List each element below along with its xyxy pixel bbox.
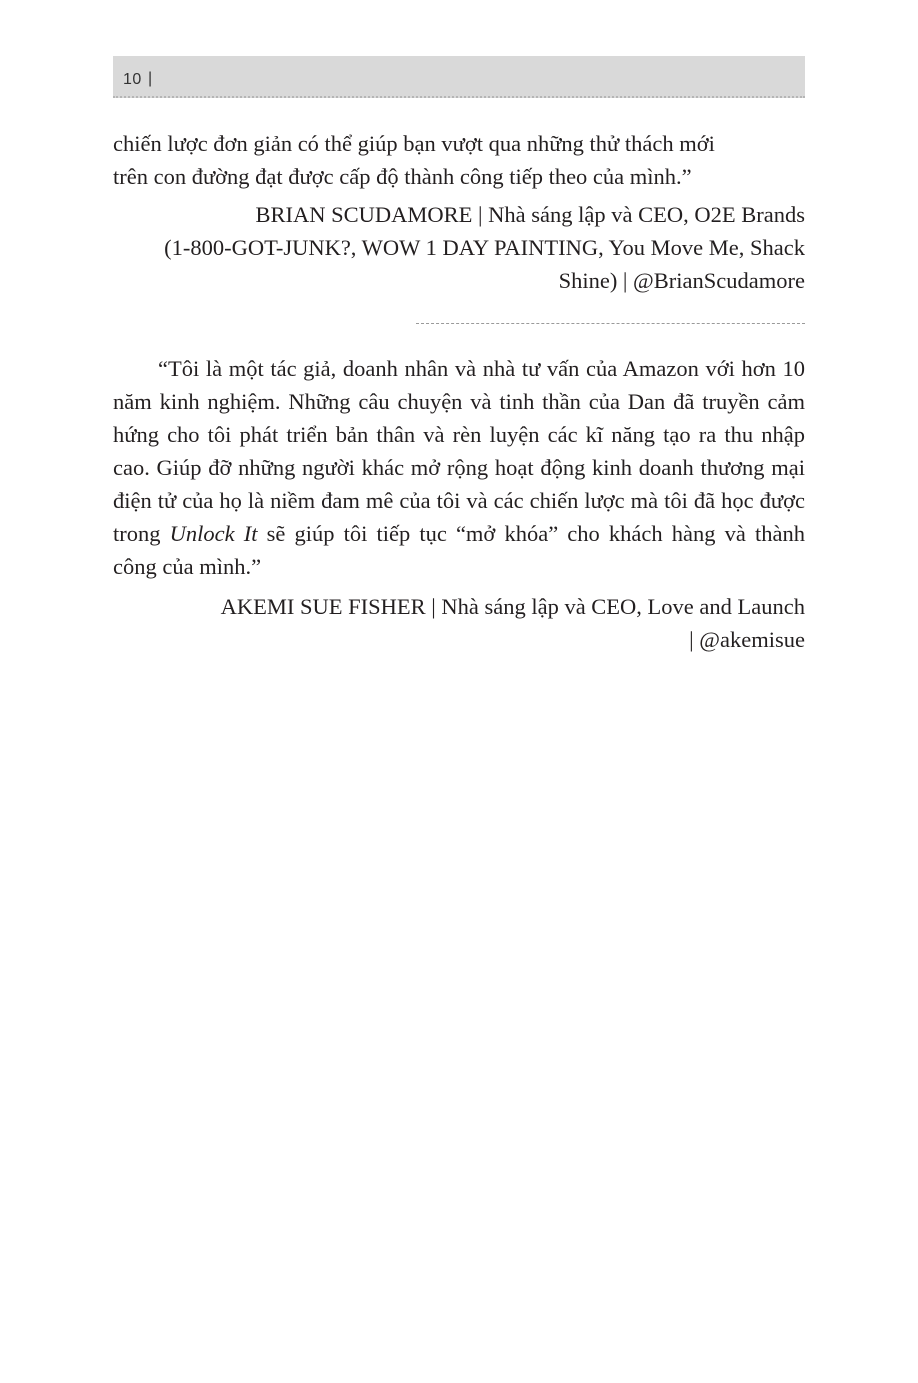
quote-2-paragraph [113,352,805,583]
quote-2-body [113,352,805,583]
book-title: Unlock It [169,521,258,546]
quote-2-text-start: “Tôi là một tác giả, doanh nhân và nhà tư vấn của Amazon với hơn 10 năm kinh nghiệm. Những câu chuyện và tinh thần của Dan đã truyền cảm hứng cho tôi phát triển bản thân và rèn luyện các kĩ năng tạo ra thu nhập cao. Giúp đỡ những người khác mở rộng hoạt động kinh doanh thương mại điện tử của họ là niềm đam mê của tôi và các chiến lược mà tôi đã học được trong [113,356,805,546]
page-header-bar [113,56,805,98]
quote-2-attribution [113,590,805,656]
attribution-line: Shine) | @BrianScudamore [558,268,805,293]
quote-1-line: trên con đường đạt được cấp độ thành công tiếp theo của mình.” [113,164,692,189]
quote-2-text-end: sẽ giúp tôi tiếp tục “mở khóa” cho khách hàng và thành công của mình.” [113,521,805,579]
page-number-separator: | [148,70,153,87]
quote-1-body [113,127,805,193]
attribution-line: (1-800-GOT-JUNK?, WOW 1 DAY PAINTING, You Move Me, Shack [164,235,805,260]
page-number: 10 [123,71,142,88]
section-divider [416,323,805,324]
quote-1-attribution [113,198,805,297]
attribution-line: AKEMI SUE FISHER | Nhà sáng lập và CEO, Love and Launch [220,594,805,619]
attribution-line: | @akemisue [689,627,805,652]
attribution-line: BRIAN SCUDAMORE | Nhà sáng lập và CEO, O2E Brands [255,202,805,227]
quote-1-line: chiến lược đơn giản có thể giúp bạn vượt qua những thử thách mới [113,131,715,156]
